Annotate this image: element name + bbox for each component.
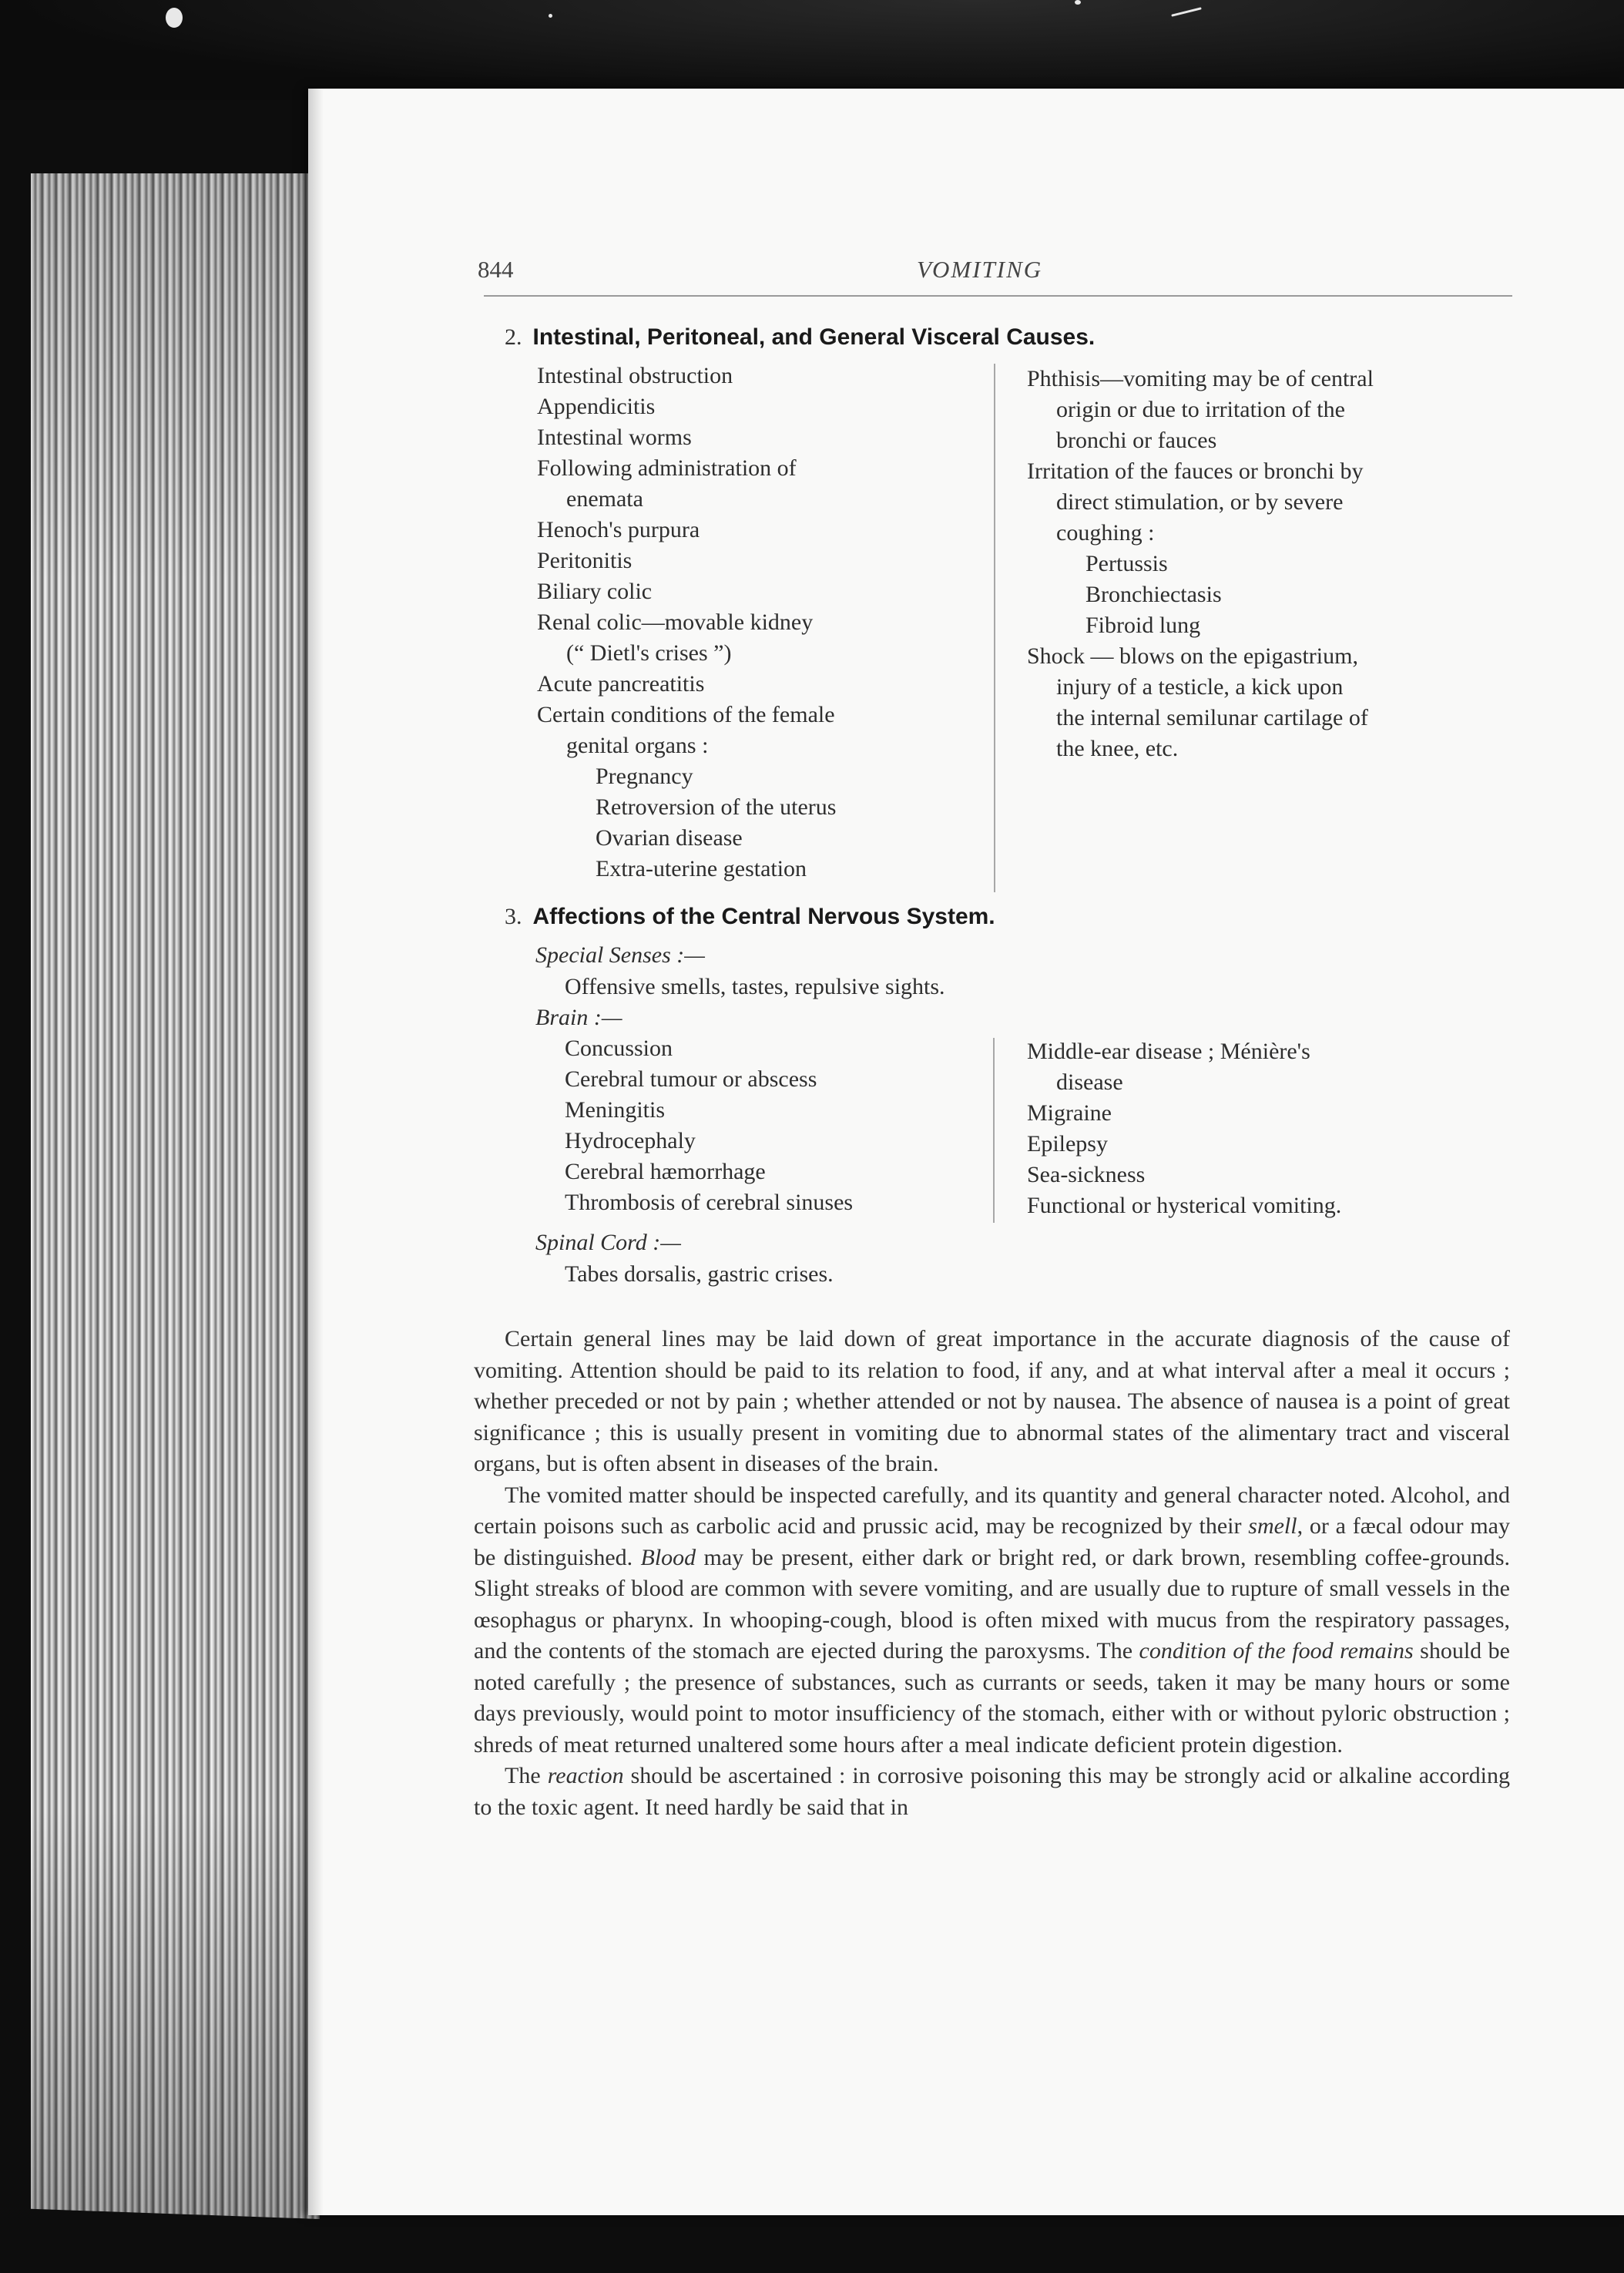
list-item: Meningitis bbox=[565, 1097, 666, 1123]
spinal-cord-label: Spinal Cord :— bbox=[535, 1230, 681, 1255]
section-3-title: Affections of the Central Nervous System. bbox=[532, 904, 995, 929]
list-item: Renal colic—movable kidney bbox=[537, 609, 814, 635]
list-item: enemata bbox=[566, 486, 643, 512]
list-item: Cerebral tumour or abscess bbox=[565, 1066, 817, 1092]
special-senses-label: Special Senses :— bbox=[535, 942, 705, 968]
list-item: coughing : bbox=[1056, 520, 1155, 546]
list-item: Intestinal obstruction bbox=[537, 363, 733, 388]
section-2-title: Intestinal, Peritoneal, and General Visceral Causes. bbox=[532, 324, 1096, 350]
section-2-left-column bbox=[537, 361, 836, 885]
column-divider bbox=[994, 364, 995, 892]
running-title: VOMITING bbox=[917, 256, 1043, 283]
book-page-edges bbox=[31, 173, 320, 2219]
header-rule bbox=[484, 295, 1512, 297]
list-item: Middle-ear disease ; Ménière's bbox=[1027, 1039, 1310, 1064]
section-2-right-column bbox=[1027, 364, 1374, 764]
list-item: origin or due to irritation of the bbox=[1056, 397, 1345, 422]
section-2-heading bbox=[505, 324, 1095, 351]
list-item: Fibroid lung bbox=[1085, 613, 1201, 638]
list-item: Bronchiectasis bbox=[1085, 582, 1222, 607]
list-item: Intestinal worms bbox=[537, 425, 692, 450]
list-item: Thrombosis of cerebral sinuses bbox=[565, 1190, 854, 1215]
list-item: Cerebral hæmorrhage bbox=[565, 1159, 766, 1184]
dust-speck bbox=[549, 14, 552, 18]
list-item: Retroversion of the uterus bbox=[596, 794, 837, 820]
list-item: Pregnancy bbox=[596, 764, 693, 789]
list-item: Hydrocephaly bbox=[565, 1128, 696, 1153]
section-2-number: 2. bbox=[505, 324, 522, 350]
section-3-heading bbox=[505, 904, 995, 930]
book-page bbox=[308, 89, 1624, 2215]
body-text bbox=[474, 1324, 1510, 1823]
list-item: Henoch's purpura bbox=[537, 517, 700, 542]
list-item: Acute pancreatitis bbox=[537, 671, 705, 697]
page-gutter-shadow bbox=[308, 89, 324, 2215]
emphasis-reaction: reaction bbox=[547, 1763, 624, 1788]
brain-right-column bbox=[1027, 1036, 1341, 1221]
list-item: bronchi or fauces bbox=[1056, 428, 1217, 453]
list-item: Biliary colic bbox=[537, 579, 653, 604]
page-number: 844 bbox=[478, 256, 514, 283]
dust-speck bbox=[166, 8, 183, 28]
list-item: the knee, etc. bbox=[1056, 736, 1179, 761]
spinal-cord-text: Tabes dorsalis, gastric crises. bbox=[565, 1261, 834, 1287]
list-item: Migraine bbox=[1027, 1100, 1112, 1126]
list-item: Sea-sickness bbox=[1027, 1162, 1146, 1187]
list-item: genital organs : bbox=[566, 733, 709, 758]
list-item: Following administration of bbox=[537, 455, 797, 481]
emphasis-blood: Blood bbox=[640, 1544, 696, 1570]
special-senses-text: Offensive smells, tastes, repulsive sights. bbox=[565, 974, 945, 999]
list-item: direct stimulation, or by severe bbox=[1056, 489, 1344, 515]
list-item: Appendicitis bbox=[537, 394, 656, 419]
paragraph-1: Certain general lines may be laid down of great importance in the accurate diagnosis of the cause of vomiting. Attention should be paid to its relation to food, if any, and at what interval after a meal it occurs ; whether preceded or not by pain ; whether attended or not by nausea. The absence of nausea is a point of great significance ; this is usually present in vomiting due to abnormal states of the alimentary tract and visceral organs, but is often absent in diseases of the brain. bbox=[474, 1326, 1510, 1476]
brain-left-column bbox=[565, 1033, 853, 1218]
emphasis-condition: condition of the food remains bbox=[1139, 1638, 1414, 1664]
brain-label: Brain :— bbox=[535, 1005, 622, 1030]
section-3-number: 3. bbox=[505, 904, 522, 929]
list-item: Functional or hysterical vomiting. bbox=[1027, 1193, 1342, 1218]
list-item: Peritonitis bbox=[537, 548, 632, 573]
list-item: (“ Dietl's crises ”) bbox=[566, 640, 732, 666]
list-item: Epilepsy bbox=[1027, 1131, 1108, 1157]
list-item: Certain conditions of the female bbox=[537, 702, 835, 727]
list-item: the internal semilunar cartilage of bbox=[1056, 705, 1368, 730]
list-item: Shock — blows on the epigastrium, bbox=[1027, 643, 1358, 669]
list-item: Extra-uterine gestation bbox=[596, 856, 807, 881]
list-item: Concussion bbox=[565, 1036, 673, 1061]
list-item: disease bbox=[1056, 1069, 1123, 1095]
column-divider bbox=[993, 1038, 995, 1223]
list-item: Phthisis—vomiting may be of central bbox=[1027, 366, 1374, 391]
dust-speck bbox=[1075, 0, 1081, 5]
emphasis-smell: smell bbox=[1248, 1513, 1297, 1539]
list-item: Pertussis bbox=[1085, 551, 1168, 576]
photo-background-top bbox=[0, 0, 1624, 100]
paragraph-2: The vomited matter should be inspected carefully, and its quantity and general character noted. Alcohol, and certain poisons such as carbolic acid and prussic acid, may be recognized by their smell, or a fæcal odour may be distinguished. Blood may be present, either dark or bright red, or dark brown, resembling coffee-grounds. Slight streaks of blood are common with severe vomiting, and are usually due to rupture of small vessels in the œsophagus or pharynx. In whooping-cough, blood is often mixed with mucus from the respiratory passages, and the contents of the stomach are ejected during the paroxysms. The condition of the food remains should be noted carefully ; the presence of substances, such as currants or seeds, taken it may be many hours or some days previously, would point to motor insufficiency of the stomach, either with or without pyloric obstruction ; shreds of meat returned unaltered some hours after a meal indicate deficient protein digestion. bbox=[474, 1482, 1510, 1758]
list-item: Irritation of the fauces or bronchi by bbox=[1027, 458, 1364, 484]
paragraph-3: The reaction should be ascertained : in corrosive poisoning this may be strongly acid or alkaline according to the toxic agent. It need hardly be said that in bbox=[474, 1763, 1511, 1820]
list-item: Ovarian disease bbox=[596, 825, 743, 851]
list-item: injury of a testicle, a kick upon bbox=[1056, 674, 1344, 700]
